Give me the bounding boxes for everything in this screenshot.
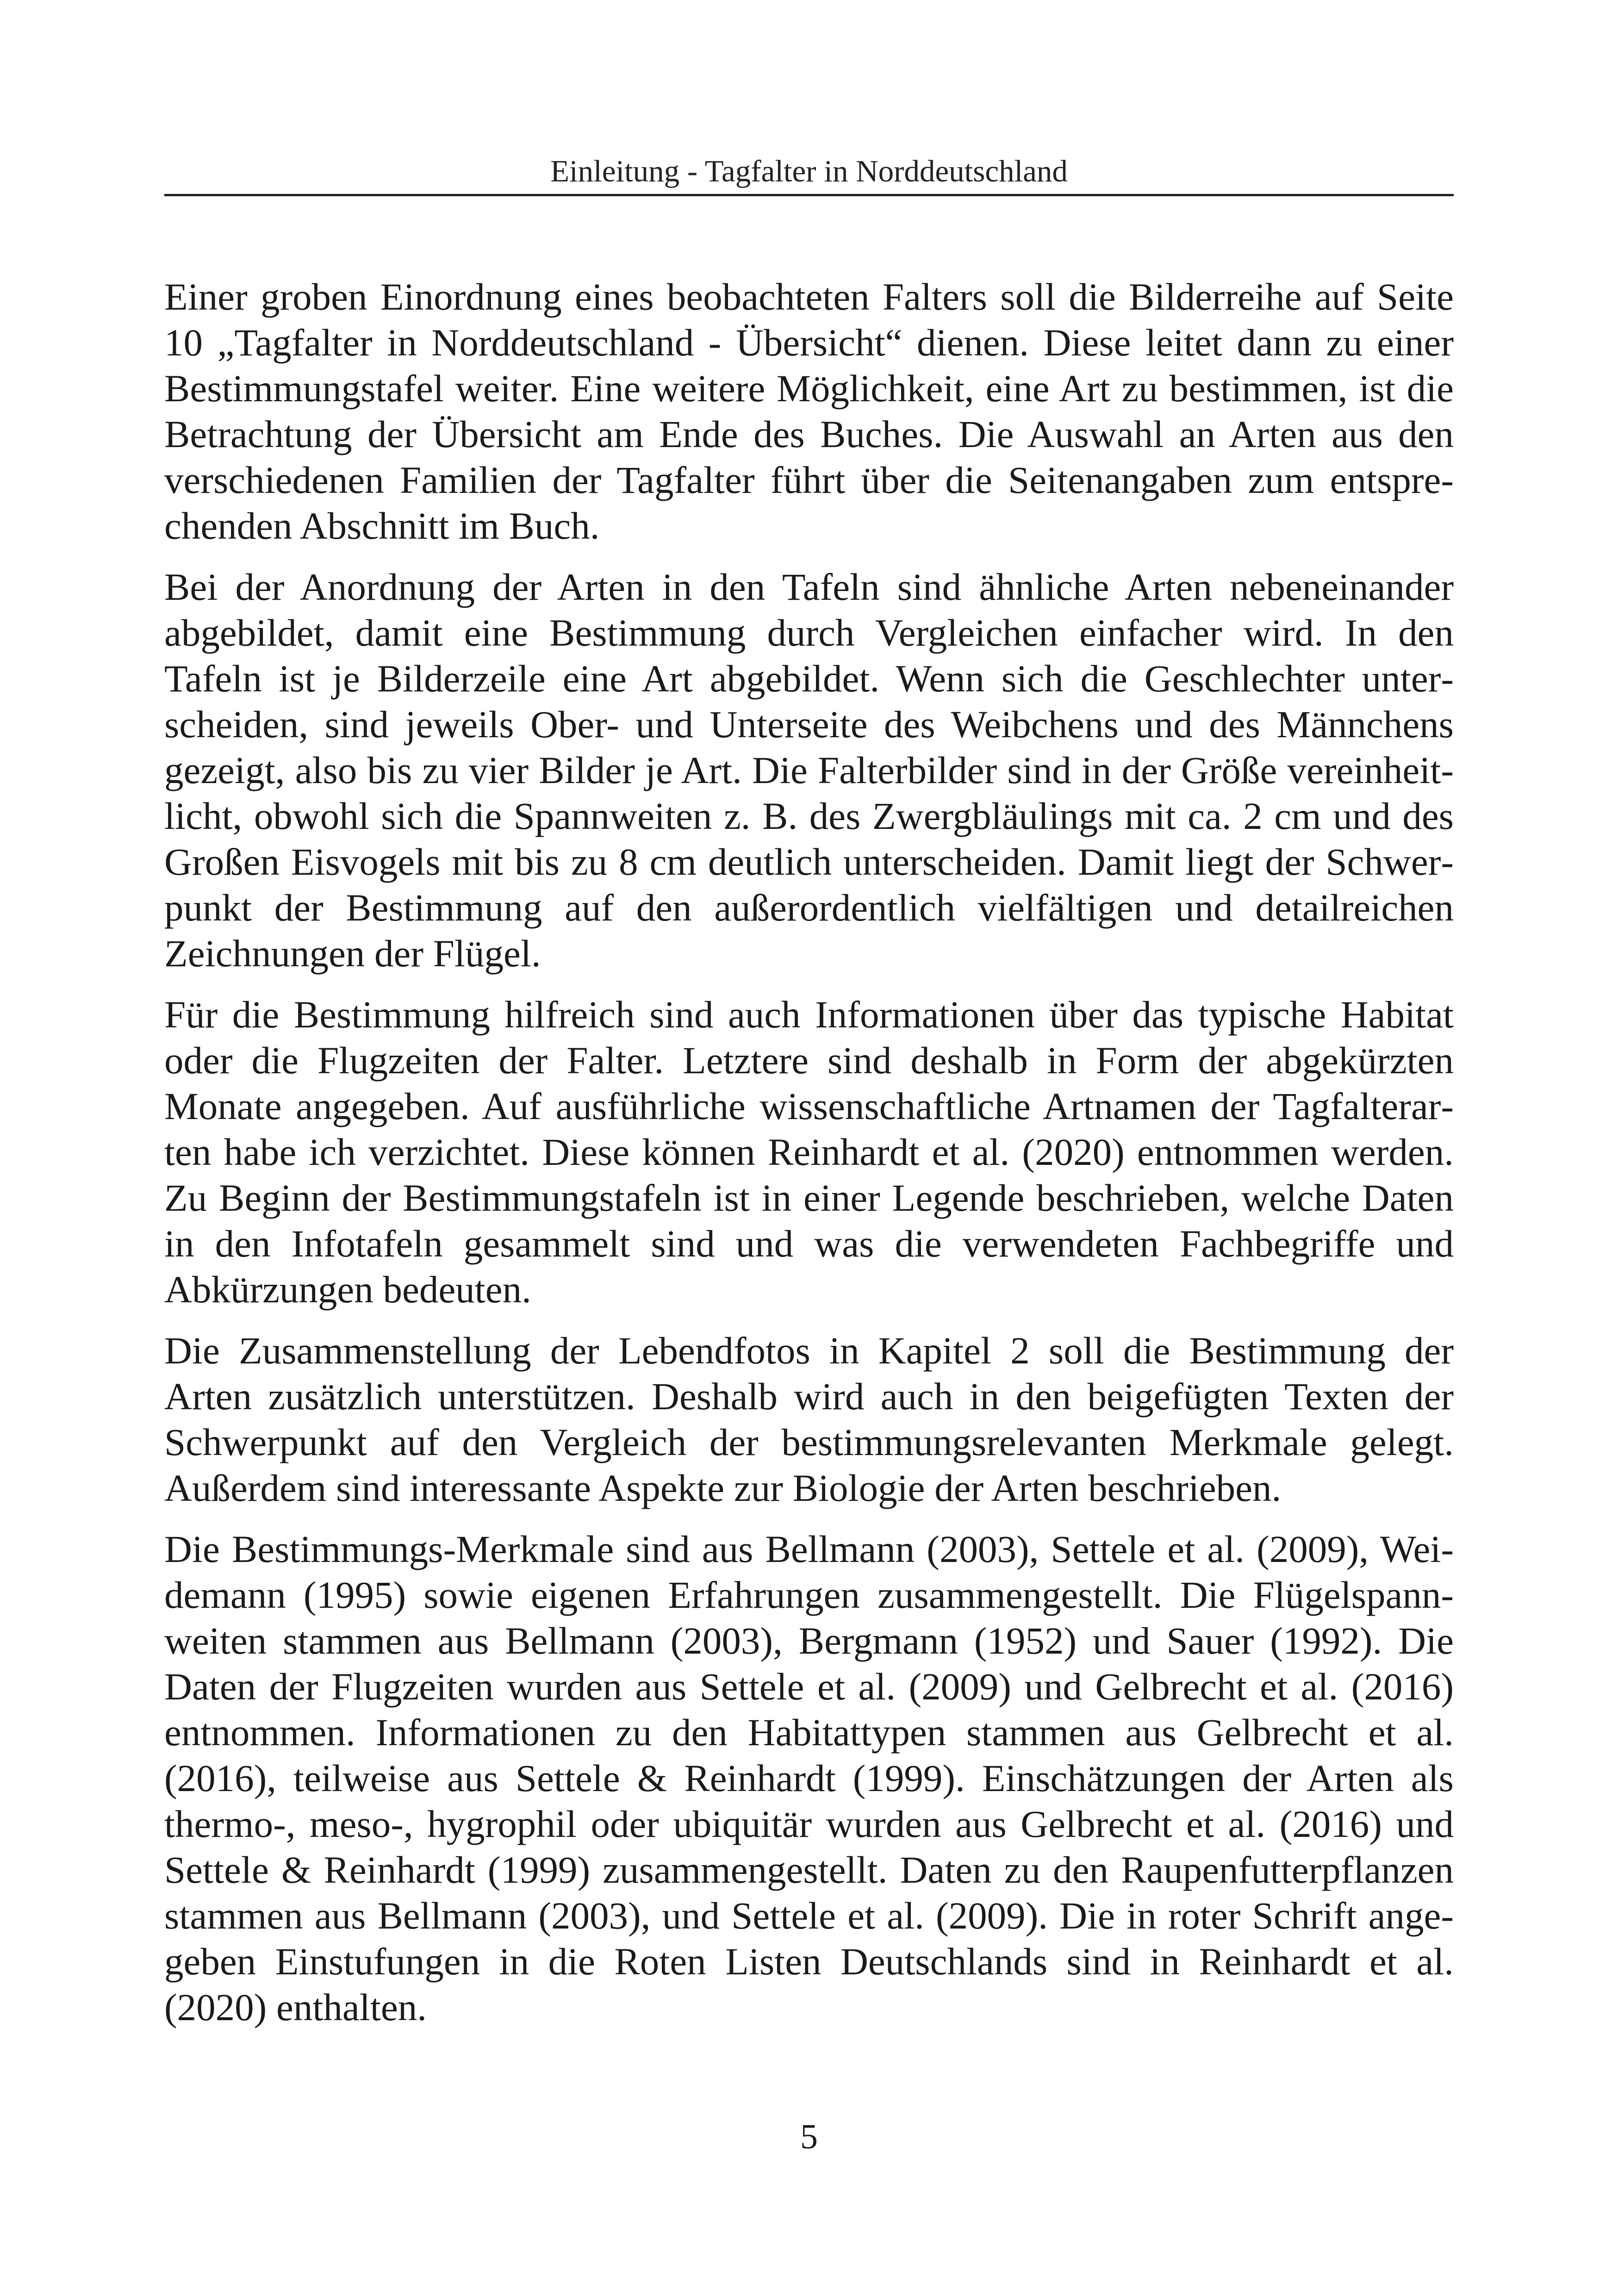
header-rule — [164, 194, 1454, 196]
running-header: Einleitung - Tagfalter in Norddeutschland — [550, 154, 1068, 188]
paragraph-sources: Die Bestimmungs-Merkmale sind aus Bellmann (2003), Settele et al. (2009), Weidemann (1995) sowie eigenen Erfahrungen zusammengestellt. Die Flügelspannweiten stammen aus Bellmann (2003), Bergmann (1952) und Sauer (1992). Die Daten der Flugzeiten wurden aus Settele et al. (2009) und Gelbrecht et al. (2016) entnommen. Informationen zu den Habitattypen stammen aus Gelbrecht et al. (2016), teilweise aus Settele & Reinhardt (1999). Einschätzungen der Arten als thermo-, meso-, hygrophil oder ubiquitär wurden aus Gelbrecht et al. (2016) und Settele & Reinhardt (1999) zusammengestellt. Daten zu den Raupenfutterpflanzen stammen aus Bellmann (2003), und Settele et al. (2009). Die in roter Schrift angegeben Einstufungen in die Roten Listen Deutschlands sind in Reinhardt et al. (2020) enthalten. — [164, 1528, 1454, 2028]
paragraph-overview: Einer groben Einordnung eines beobachteten Falters soll die Bilderreihe auf Seite 10 „Tagfalter in Norddeutschland - Übersicht“ dienen. Diese leitet dann zu einer Bestimmungstafel weiter. Eine weitere Möglichkeit, eine Art zu bestimmen, ist die Betrachtung der Übersicht am Ende des Buches. Die Auswahl an Arten aus den verschiedenen Familien der Tagfalter führt über die Seitenangaben zum entsprechenden Abschnitt im Buch. — [164, 275, 1454, 547]
body-text — [164, 274, 1454, 2046]
paragraph-plates: Bei der Anordnung der Arten in den Tafeln sind ähnliche Arten nebeneinander abgebildet, damit eine Bestimmung durch Vergleichen einfacher wird. In den Tafeln ist je Bilderzeile eine Art abgebildet. Wenn sich die Geschlechter unterscheiden, sind jeweils Ober- und Unterseite des Weibchens und des Männchens gezeigt, also bis zu vier Bilder je Art. Die Falterbilder sind in der Größe vereinheitlicht, obwohl sich die Spannweiten z. B. des Zwergbläulings mit ca. 2 cm und des Großen Eisvogels mit bis zu 8 cm deutlich unterscheiden. Damit liegt der Schwerpunkt der Bestimmung auf den außerordentlich vielfältigen und detailreichen Zeichnungen der Flügel. — [164, 566, 1454, 975]
paragraph-live-photos: Die Zusammenstellung der Lebendfotos in Kapitel 2 soll die Bestimmung der Arten zusätzlich unterstützen. Deshalb wird auch in den beigefügten Texten der Schwerpunkt auf den Vergleich der bestimmungsrelevanten Merkmale gelegt. Außerdem sind interessante Aspekte zur Biologie der Arten beschrieben. — [164, 1329, 1454, 1509]
page-number: 5 — [800, 2117, 818, 2156]
paragraph-habitat-flight: Für die Bestimmung hilfreich sind auch Informationen über das typische Habitat oder die Flugzeiten der Falter. Letztere sind deshalb in Form der abgekürzten Monate angegeben. Auf ausführliche wissenschaftliche Artnamen der Tagfalterarten habe ich verzichtet. Diese können Reinhardt et al. (2020) entnommen werden. Zu Beginn der Bestimmungstafeln ist in einer Legende beschrieben, welche Daten in den Infotafeln gesammelt sind und was die verwendeten Fachbegriffe und Abkürzungen bedeuten. — [164, 993, 1454, 1311]
